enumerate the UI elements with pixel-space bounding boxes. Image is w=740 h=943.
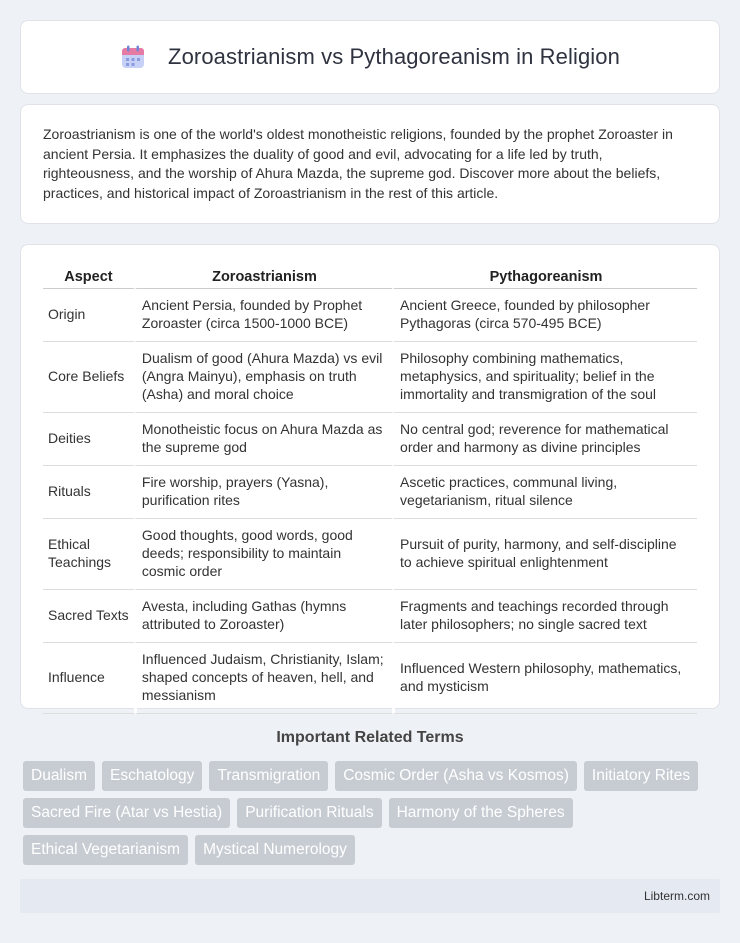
term-tag[interactable]: Initiatory Rites — [584, 761, 698, 791]
table-row — [43, 590, 697, 643]
intro-paragraph: Zoroastrianism is one of the world's oldest monotheistic religions, founded by the prophet Zoroaster in ancient Persia. It emphasizes the duality of good and evil, advocating for a life led by truth, righteousness, and the worship of Ahura Mazda, the supreme god. Discover more about the beliefs, practices, and historical impact of Zoroastrianism in the rest of this article. — [43, 126, 673, 201]
table-row — [43, 413, 697, 466]
table-row — [43, 643, 697, 714]
row-aspect: Ethical Teachings — [43, 519, 134, 590]
intro-card — [20, 104, 720, 224]
comparison-table — [43, 265, 697, 714]
term-tag[interactable]: Harmony of the Spheres — [389, 798, 573, 828]
header-zoroastrianism: Zoroastrianism — [134, 265, 392, 289]
title-wrap — [120, 44, 620, 70]
term-tag[interactable]: Cosmic Order (Asha vs Kosmos) — [335, 761, 577, 791]
related-terms-heading: Important Related Terms — [276, 729, 464, 746]
row-aspect: Rituals — [43, 466, 134, 519]
row-zoroastrianism: Fire worship, prayers (Yasna), purification rites — [134, 466, 392, 519]
row-pythagoreanism: Pursuit of purity, harmony, and self-discipline to achieve spiritual enlightenment — [392, 519, 697, 590]
row-aspect: Influence — [43, 643, 134, 714]
row-pythagoreanism: Ancient Greece, founded by philosopher Pythagoras (circa 570-495 BCE) — [392, 289, 697, 342]
row-zoroastrianism: Ancient Persia, founded by Prophet Zoroaster (circa 1500-1000 BCE) — [134, 289, 392, 342]
row-pythagoreanism: Ascetic practices, communal living, vegetarianism, ritual silence — [392, 466, 697, 519]
term-tag[interactable]: Mystical Numerology — [195, 835, 355, 865]
row-pythagoreanism: Fragments and teachings recorded through later philosophers; no single sacred text — [392, 590, 697, 643]
footer-site-link[interactable]: Libterm.com — [643, 889, 710, 903]
page-title: Zoroastrianism vs Pythagoreanism in Religion — [168, 44, 620, 69]
table-row — [43, 519, 697, 590]
table-row — [43, 342, 697, 413]
term-tag[interactable]: Purification Rituals — [237, 798, 381, 828]
row-zoroastrianism: Avesta, including Gathas (hymns attributed to Zoroaster) — [134, 590, 392, 643]
row-zoroastrianism: Dualism of good (Ahura Mazda) vs evil (Angra Mainyu), emphasis on truth (Asha) and moral choice — [134, 342, 392, 413]
table-row — [43, 289, 697, 342]
calendar-icon — [120, 44, 146, 70]
term-tag[interactable]: Eschatology — [102, 761, 202, 791]
row-pythagoreanism: Influenced Western philosophy, mathematics, and mysticism — [392, 643, 697, 714]
term-tag[interactable]: Transmigration — [209, 761, 328, 791]
row-pythagoreanism: No central god; reverence for mathematical order and harmony as divine principles — [392, 413, 697, 466]
row-zoroastrianism: Monotheistic focus on Ahura Mazda as the supreme god — [134, 413, 392, 466]
comparison-table-card — [20, 244, 720, 709]
row-aspect: Core Beliefs — [43, 342, 134, 413]
term-tag[interactable]: Ethical Vegetarianism — [23, 835, 188, 865]
term-tag[interactable]: Sacred Fire (Atar vs Hestia) — [23, 798, 230, 828]
row-zoroastrianism: Good thoughts, good words, good deeds; responsibility to maintain cosmic order — [134, 519, 392, 590]
header-pythagoreanism: Pythagoreanism — [392, 265, 697, 289]
row-aspect: Origin — [43, 289, 134, 342]
table-row — [43, 466, 697, 519]
header-aspect: Aspect — [43, 265, 134, 289]
row-pythagoreanism: Philosophy combining mathematics, metaphysics, and spirituality; belief in the immortality and transmigration of the soul — [392, 342, 697, 413]
row-zoroastrianism: Influenced Judaism, Christianity, Islam; shaped concepts of heaven, hell, and messianism — [134, 643, 392, 714]
footer — [20, 879, 720, 913]
header-card — [20, 20, 720, 94]
row-aspect: Deities — [43, 413, 134, 466]
term-tag[interactable]: Dualism — [23, 761, 95, 791]
related-terms-list — [23, 761, 723, 865]
row-aspect: Sacred Texts — [43, 590, 134, 643]
table-header-row — [43, 265, 697, 289]
